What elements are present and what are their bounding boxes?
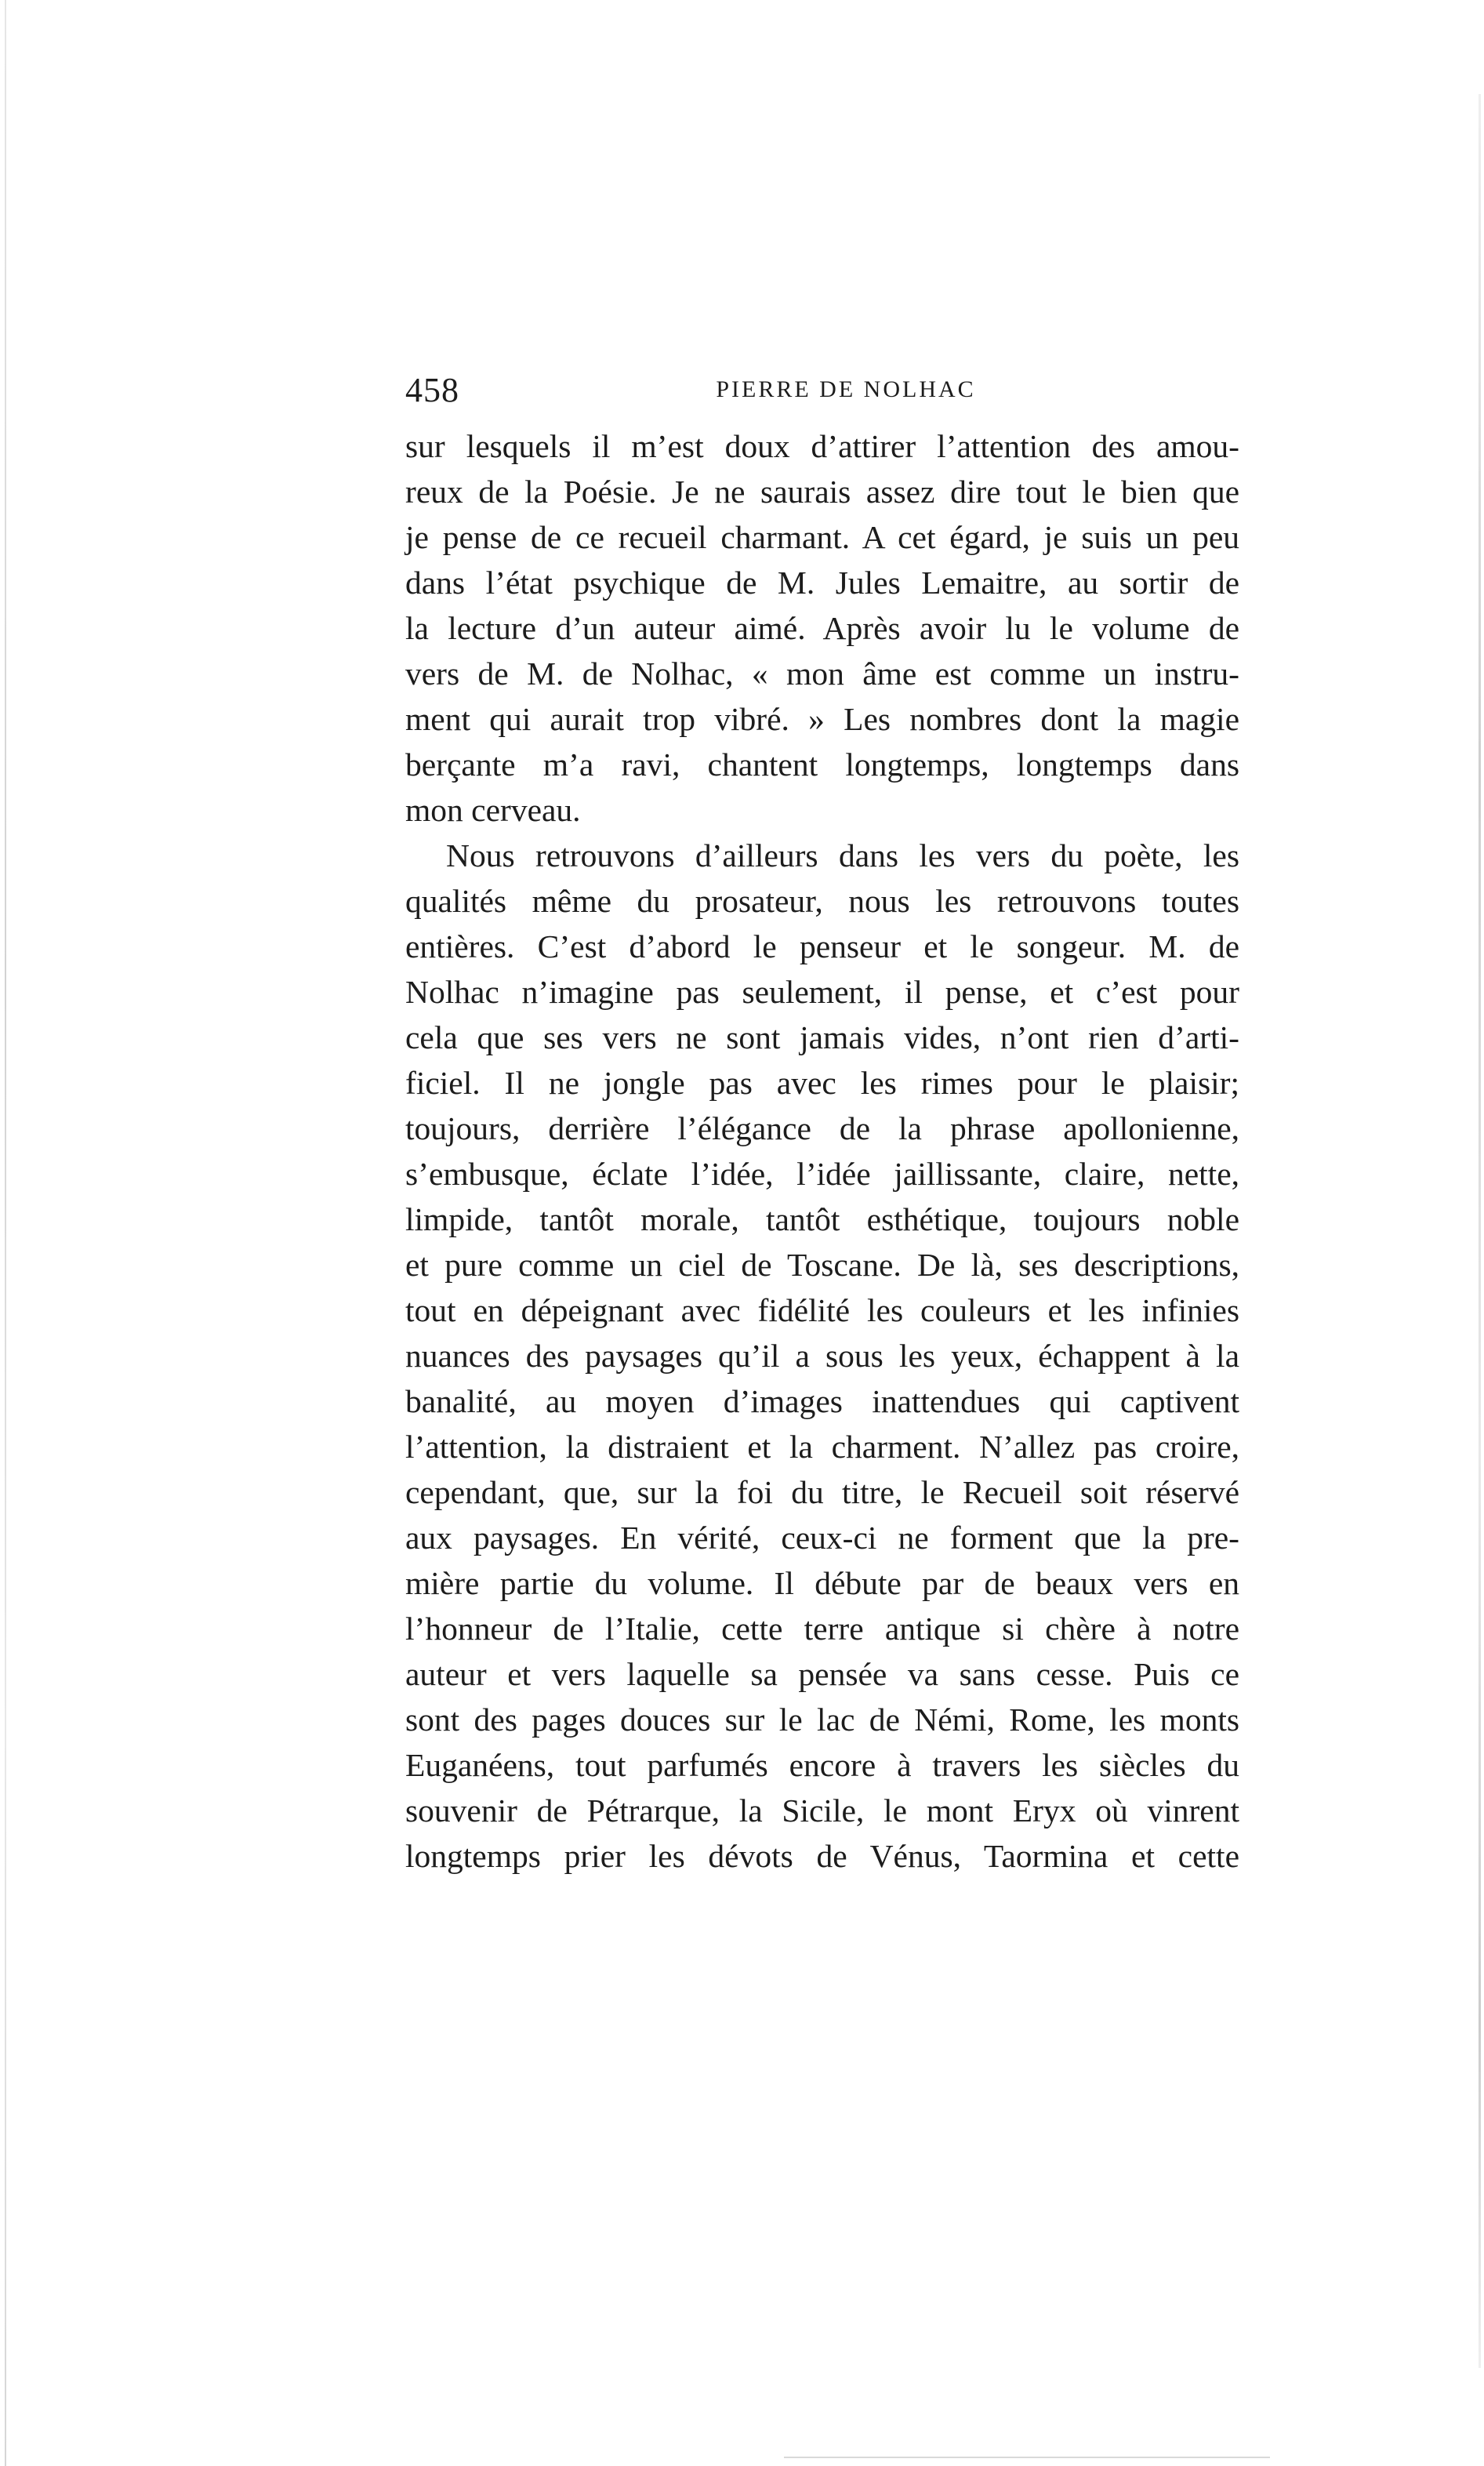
text-line: je pense de ce recueil charmant. A cet égard, je suis un peu: [405, 519, 1239, 555]
text-line: banalité, au moyen d’images inattendues qui captivent: [405, 1383, 1239, 1419]
text-line: berçante m’a ravi, chantent longtemps, longtemps dans: [405, 746, 1239, 783]
text-line: cela que ses vers ne sont jamais vides, n’ont rien d’arti-: [405, 1019, 1239, 1055]
text-line: cependant, que, sur la foi du titre, le Recueil soit réservé: [405, 1474, 1239, 1510]
text-line: toujours, derrière l’élégance de la phrase apollonienne,: [405, 1110, 1239, 1146]
text-line: Euganéens, tout parfumés encore à travers les siècles du: [405, 1747, 1239, 1783]
text-line: limpide, tantôt morale, tantôt esthétique, toujours noble: [405, 1201, 1239, 1237]
page-number: 458: [405, 371, 459, 409]
text-line: qualités même du prosateur, nous les retrouvons toutes: [405, 883, 1239, 919]
paragraph-1: [405, 423, 1239, 833]
text-line: l’attention, la distraient et la charment. N’allez pas croire,: [405, 1429, 1239, 1465]
text-line: longtemps prier les dévots de Vénus, Taormina et cette: [405, 1838, 1239, 1874]
paragraph-2: [405, 833, 1239, 1879]
book-page: [405, 367, 1239, 1879]
text-line: sont des pages douces sur le lac de Némi, Rome, les monts: [405, 1702, 1239, 1738]
text-line: sur lesquels il m’est doux d’attirer l’attention des amou-: [405, 428, 1239, 464]
text-line: nuances des paysages qu’il a sous les yeux, échappent à la: [405, 1338, 1239, 1374]
text-line: ment qui aurait trop vibré. » Les nombres dont la magie: [405, 701, 1239, 737]
text-line: dans l’état psychique de M. Jules Lemaitre, au sortir de: [405, 565, 1239, 601]
text-line: et pure comme un ciel de Toscane. De là, ses descriptions,: [405, 1247, 1239, 1283]
scan-edge-right: [1479, 94, 1481, 2368]
text-line: tout en dépeignant avec fidélité les couleurs et les infinies: [405, 1292, 1239, 1328]
text-line: l’honneur de l’Italie, cette terre antique si chère à notre: [405, 1611, 1239, 1647]
body-text: [405, 423, 1239, 1879]
text-line: auteur et vers laquelle sa pensée va sans cesse. Puis ce: [405, 1656, 1239, 1692]
scan-edge-bottom: [784, 2457, 1270, 2458]
text-line: reux de la Poésie. Je ne saurais assez dire tout le bien que: [405, 474, 1239, 510]
text-line: Nous retrouvons d’ailleurs dans les vers du poète, les: [446, 837, 1239, 873]
text-line: souvenir de Pétrarque, la Sicile, le mont Eryx où vinrent: [405, 1792, 1239, 1829]
text-line: entières. C’est d’abord le penseur et le songeur. M. de: [405, 928, 1239, 964]
running-title: PIERRE DE NOLHAC: [716, 376, 976, 402]
text-line: mière partie du volume. Il débute par de beaux vers en: [405, 1565, 1239, 1601]
text-line: ficiel. Il ne jongle pas avec les rimes pour le plaisir;: [405, 1065, 1239, 1101]
text-line: vers de M. de Nolhac, « mon âme est comme un instru-: [405, 656, 1239, 692]
text-line: aux paysages. En vérité, ceux-ci ne forment que la pre-: [405, 1520, 1239, 1556]
text-line: mon cerveau.: [405, 792, 581, 828]
text-line: la lecture d’un auteur aimé. Après avoir lu le volume de: [405, 610, 1239, 646]
running-head: [405, 367, 1239, 414]
scan-edge-left: [5, 0, 6, 2466]
text-line: s’embusque, éclate l’idée, l’idée jaillissante, claire, nette,: [405, 1156, 1239, 1192]
text-line: Nolhac n’imagine pas seulement, il pense, et c’est pour: [405, 974, 1239, 1010]
